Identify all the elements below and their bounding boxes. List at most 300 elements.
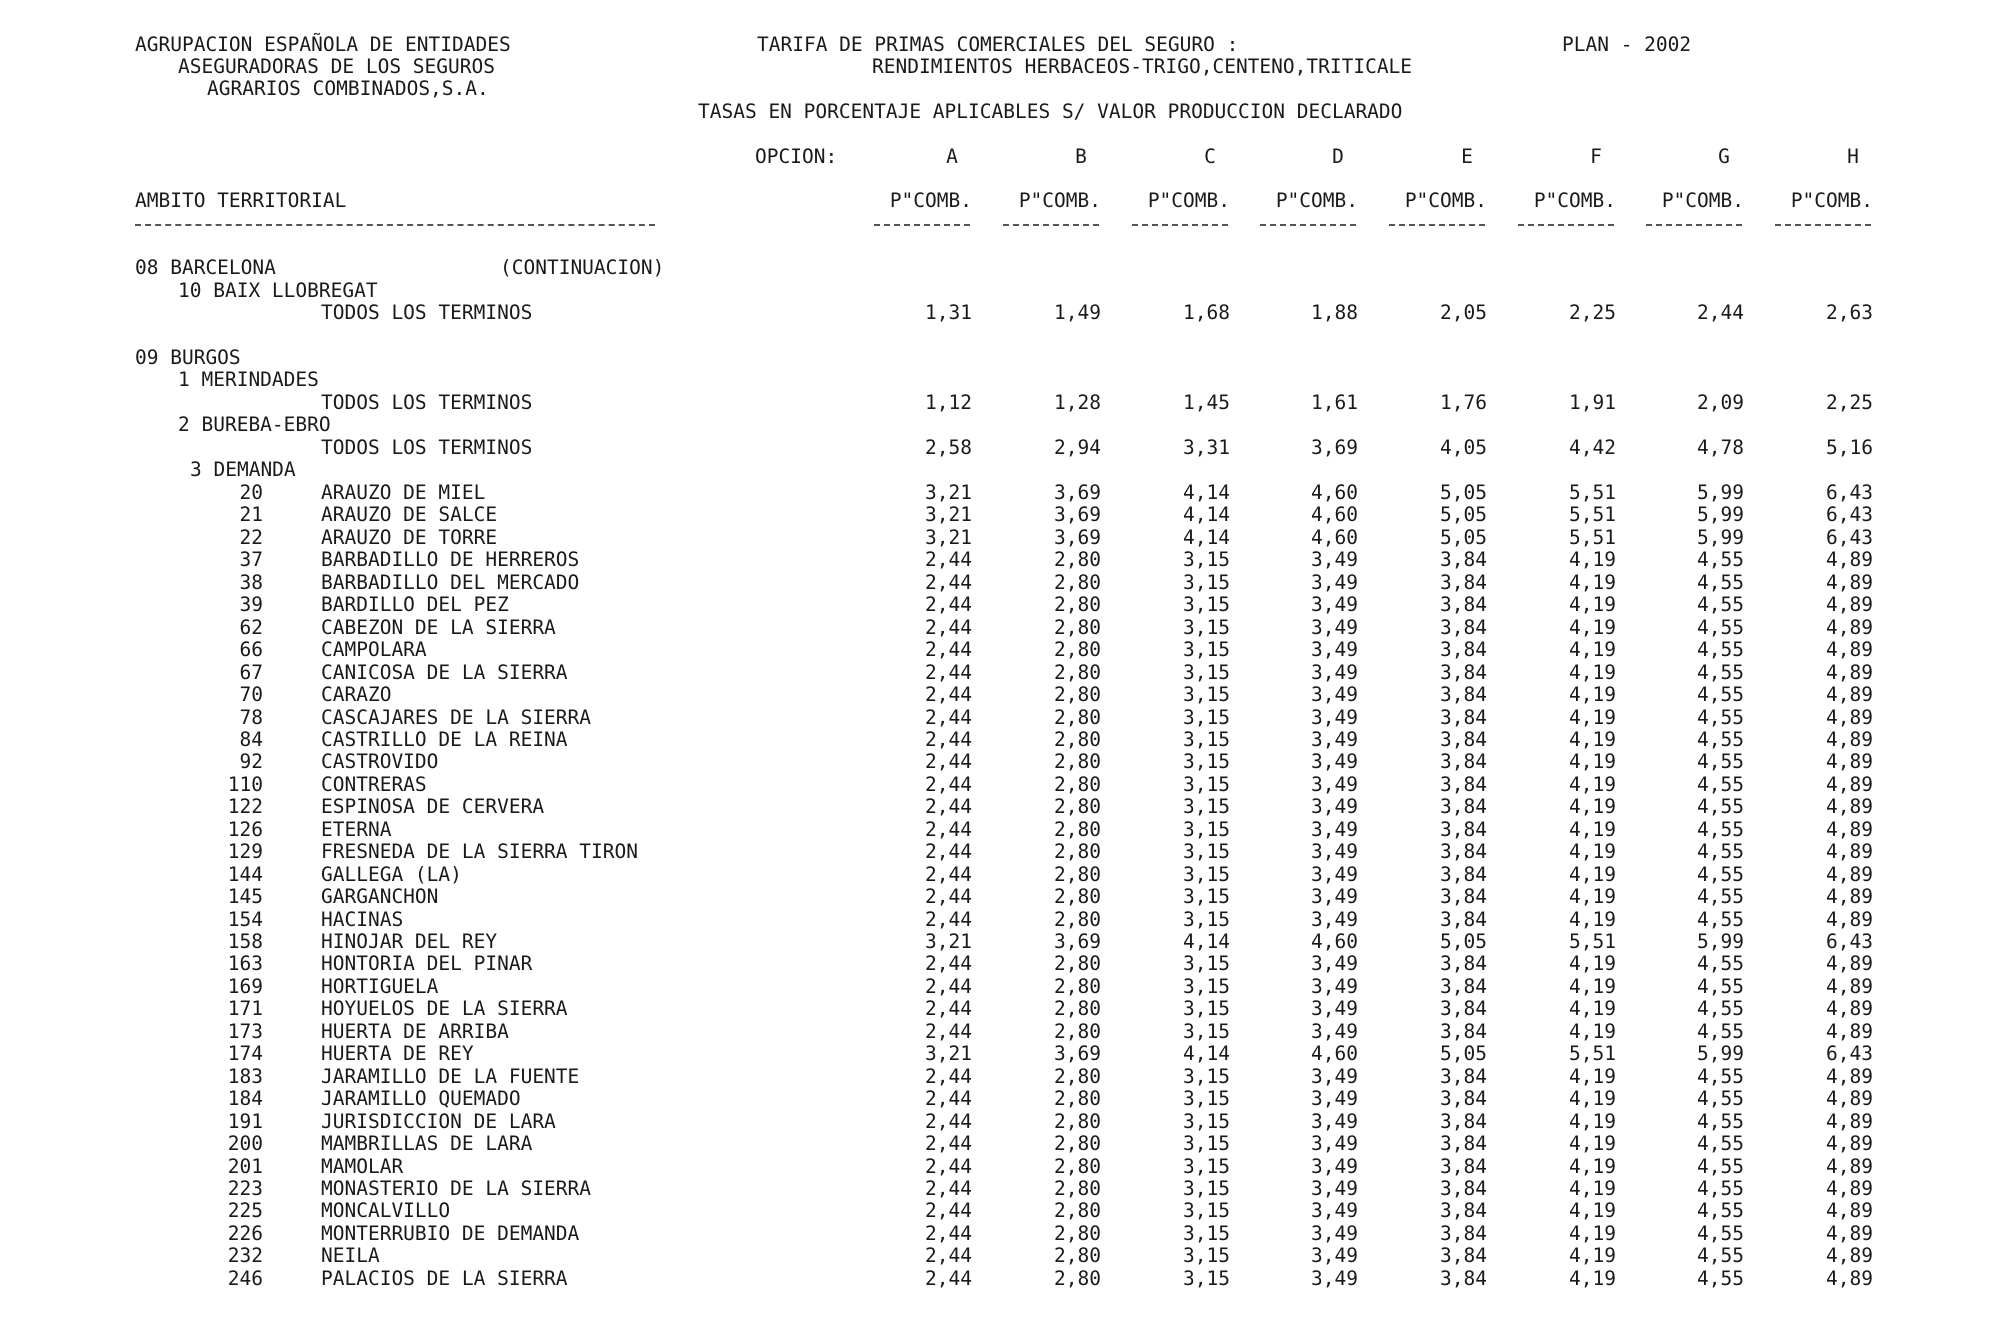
rate-cell-g: 4,55 [1697,975,1744,998]
municipality-name: CASCAJARES DE LA SIERRA [321,706,592,729]
municipality-code: 173 [227,1020,263,1043]
municipality-code: 200 [227,1132,263,1155]
rate-cell-b: 2,80 [1054,1244,1101,1267]
rate-cell-a: 2,44 [925,952,972,975]
rate-cell-d: 3,49 [1311,997,1358,1020]
rate-cell-f: 4,19 [1569,997,1616,1020]
rate-cell-e: 3,84 [1440,1244,1487,1267]
rate-cell-g: 4,55 [1697,863,1744,886]
option-c: C [1204,145,1216,168]
rate-cell-f: 4,19 [1569,571,1616,594]
rate-cell-e: 3,84 [1440,706,1487,729]
continuation-note: (CONTINUACION) [500,256,665,279]
rate-cell-e: 3,84 [1440,840,1487,863]
rate-cell-a: 2,44 [925,1267,972,1290]
municipality-code: 171 [227,997,263,1020]
rate-cell-g: 4,55 [1697,997,1744,1020]
header-divider [135,224,655,226]
rate-cell-a: 3,21 [925,526,972,549]
rate-cell-c: 3,15 [1183,1155,1230,1178]
rate-cell-b: 2,80 [1054,1132,1101,1155]
rate-cell-h: 4,89 [1826,750,1873,773]
municipality-name: BARBADILLO DE HERREROS [321,548,580,571]
rate-cell-h: 4,89 [1826,885,1873,908]
rate-cell-e: 5,05 [1440,930,1487,953]
rate-cell-g: 4,55 [1697,1020,1744,1043]
rate-cell-h: 6,43 [1826,1042,1873,1065]
rate-cell-b: 2,80 [1054,1065,1101,1088]
rate-cell-c: 1,45 [1183,391,1230,414]
municipality-name: HINOJAR DEL REY [321,930,498,953]
rate-cell-c: 3,15 [1183,1244,1230,1267]
rate-cell-g: 5,99 [1697,503,1744,526]
comarca-baix-llobregat: 10 BAIX LLOBREGAT [178,279,378,302]
rate-cell-e: 3,84 [1440,638,1487,661]
municipality-code: 67 [239,661,263,684]
rate-cell-b: 2,80 [1054,908,1101,931]
rate-cell-f: 4,19 [1569,1087,1616,1110]
comarca-demanda: 3 DEMANDA [190,458,296,481]
municipality-name: FRESNEDA DE LA SIERRA TIRON [321,840,638,863]
rate-cell-a: 2,44 [925,1244,972,1267]
rate-cell-d: 4,60 [1311,1042,1358,1065]
rate-cell-h: 4,89 [1826,773,1873,796]
municipality-code: 84 [239,728,263,751]
rate-cell-d: 3,49 [1311,616,1358,639]
municipality-name: ARAUZO DE TORRE [321,526,498,549]
rate-cell-a: 2,44 [925,750,972,773]
rate-cell-d: 3,49 [1311,593,1358,616]
municipality-name: CARAZO [321,683,392,706]
municipality-code: 62 [239,616,263,639]
municipality-name: HONTORIA DEL PINAR [321,952,533,975]
rate-cell-f: 5,51 [1569,1042,1616,1065]
rate-cell-d: 3,49 [1311,571,1358,594]
rate-cell-b: 2,80 [1054,728,1101,751]
rate-cell-a: 2,44 [925,975,972,998]
rate-cell-d: 3,49 [1311,683,1358,706]
province-burgos: 09 BURGOS [135,346,241,369]
plan-year: PLAN - 2002 [1562,33,1692,56]
rate-cell-b: 2,80 [1054,661,1101,684]
rate-cell-d: 1,88 [1311,301,1358,324]
rate-cell-e: 2,05 [1440,301,1487,324]
rate-cell-e: 3,84 [1440,1155,1487,1178]
rate-cell-d: 1,61 [1311,391,1358,414]
rate-cell-e: 3,84 [1440,1222,1487,1245]
rate-cell-d: 4,60 [1311,930,1358,953]
municipality-name: HOYUELOS DE LA SIERRA [321,997,568,1020]
municipality-name: CASTROVIDO [321,750,439,773]
rate-cell-e: 3,84 [1440,1132,1487,1155]
rate-cell-c: 3,15 [1183,952,1230,975]
rate-cell-d: 3,49 [1311,706,1358,729]
rate-cell-e: 3,84 [1440,661,1487,684]
rate-cell-g: 4,55 [1697,728,1744,751]
rate-cell-f: 2,25 [1569,301,1616,324]
rate-cell-c: 3,15 [1183,593,1230,616]
municipality-name: BARBADILLO DEL MERCADO [321,571,580,594]
rate-cell-f: 4,19 [1569,1199,1616,1222]
rate-cell-a: 2,44 [925,863,972,886]
rate-cell-c: 3,15 [1183,683,1230,706]
municipality-name: ARAUZO DE SALCE [321,503,498,526]
rate-cell-g: 4,55 [1697,683,1744,706]
rate-cell-e: 3,84 [1440,773,1487,796]
rate-cell-g: 4,55 [1697,840,1744,863]
rate-cell-h: 4,89 [1826,1087,1873,1110]
option-h: H [1847,145,1859,168]
rate-cell-a: 2,44 [925,1132,972,1155]
rate-cell-h: 4,89 [1826,1065,1873,1088]
rate-cell-e: 4,05 [1440,436,1487,459]
rate-cell-g: 4,55 [1697,952,1744,975]
rate-cell-f: 4,19 [1569,795,1616,818]
rate-cell-h: 4,89 [1826,997,1873,1020]
rate-cell-a: 2,44 [925,840,972,863]
rate-cell-c: 3,15 [1183,616,1230,639]
rate-cell-a: 3,21 [925,503,972,526]
municipality-name: MAMOLAR [321,1155,404,1178]
rate-cell-g: 5,99 [1697,526,1744,549]
rate-cell-f: 4,19 [1569,773,1616,796]
rate-cell-c: 3,15 [1183,997,1230,1020]
ambito-territorial-label: AMBITO TERRITORIAL [135,189,347,212]
rate-cell-g: 4,55 [1697,1244,1744,1267]
rate-cell-a: 2,44 [925,1020,972,1043]
rate-cell-e: 3,84 [1440,1065,1487,1088]
rate-cell-d: 3,49 [1311,750,1358,773]
column-divider [1260,224,1356,226]
rate-cell-g: 5,99 [1697,1042,1744,1065]
municipality-name: MONCALVILLO [321,1199,451,1222]
municipality-code: 21 [239,503,263,526]
column-header-g: P"COMB. [1661,189,1744,212]
rate-cell-b: 2,80 [1054,885,1101,908]
rate-cell-h: 4,89 [1826,1155,1873,1178]
rate-cell-g: 4,78 [1697,436,1744,459]
rate-cell-d: 3,49 [1311,1065,1358,1088]
rate-cell-c: 3,31 [1183,436,1230,459]
rate-cell-f: 4,19 [1569,1065,1616,1088]
rate-cell-b: 2,80 [1054,593,1101,616]
rate-cell-d: 3,49 [1311,548,1358,571]
rate-cell-h: 5,16 [1826,436,1873,459]
rate-cell-h: 4,89 [1826,1199,1873,1222]
municipality-code: 226 [227,1222,263,1245]
rate-cell-h: 6,43 [1826,481,1873,504]
rate-cell-a: 2,44 [925,908,972,931]
rate-cell-b: 2,80 [1054,952,1101,975]
rate-cell-c: 3,15 [1183,975,1230,998]
rate-cell-d: 3,49 [1311,1267,1358,1290]
rate-cell-a: 2,44 [925,1222,972,1245]
rate-cell-g: 4,55 [1697,773,1744,796]
rate-cell-c: 3,15 [1183,863,1230,886]
municipality-name: PALACIOS DE LA SIERRA [321,1267,568,1290]
option-label: OPCION: [755,145,838,168]
rate-cell-f: 4,19 [1569,706,1616,729]
rate-cell-c: 4,14 [1183,503,1230,526]
document-title: TARIFA DE PRIMAS COMERCIALES DEL SEGURO : [757,33,1239,56]
rate-cell-e: 3,84 [1440,616,1487,639]
rate-cell-h: 4,89 [1826,840,1873,863]
municipality-name: CONTRERAS [321,773,427,796]
rate-cell-d: 3,49 [1311,728,1358,751]
rate-cell-b: 3,69 [1054,503,1101,526]
rate-cell-h: 4,89 [1826,706,1873,729]
rate-cell-e: 3,84 [1440,1267,1487,1290]
rate-cell-e: 3,84 [1440,818,1487,841]
rate-cell-d: 3,49 [1311,818,1358,841]
rate-cell-f: 4,19 [1569,1155,1616,1178]
rate-cell-b: 2,80 [1054,1110,1101,1133]
column-header-d: P"COMB. [1275,189,1358,212]
rate-cell-b: 3,69 [1054,930,1101,953]
rate-cell-d: 3,49 [1311,638,1358,661]
row-label: TODOS LOS TERMINOS [321,391,533,414]
municipality-name: CABEZON DE LA SIERRA [321,616,556,639]
municipality-code: 191 [227,1110,263,1133]
rate-cell-e: 3,84 [1440,975,1487,998]
rate-cell-c: 3,15 [1183,661,1230,684]
rate-cell-e: 3,84 [1440,728,1487,751]
rate-cell-g: 4,55 [1697,795,1744,818]
rate-cell-e: 3,84 [1440,1020,1487,1043]
rate-cell-a: 2,44 [925,571,972,594]
municipality-name: CANICOSA DE LA SIERRA [321,661,568,684]
rate-cell-f: 4,19 [1569,885,1616,908]
rate-cell-b: 2,80 [1054,863,1101,886]
rate-cell-e: 5,05 [1440,503,1487,526]
municipality-name: GARGANCHON [321,885,439,908]
rate-cell-d: 3,49 [1311,1199,1358,1222]
rate-cell-c: 3,15 [1183,795,1230,818]
column-divider [1003,224,1099,226]
rate-cell-f: 4,19 [1569,728,1616,751]
rate-cell-h: 4,89 [1826,908,1873,931]
rate-cell-a: 1,12 [925,391,972,414]
rate-cell-a: 2,44 [925,706,972,729]
rate-cell-h: 4,89 [1826,728,1873,751]
rate-cell-h: 6,43 [1826,503,1873,526]
rate-cell-d: 3,49 [1311,952,1358,975]
column-divider [1646,224,1742,226]
rate-cell-f: 4,19 [1569,683,1616,706]
rate-cell-g: 4,55 [1697,1132,1744,1155]
rate-cell-d: 4,60 [1311,526,1358,549]
rate-cell-e: 3,84 [1440,795,1487,818]
rate-cell-g: 4,55 [1697,1177,1744,1200]
rate-cell-f: 4,19 [1569,975,1616,998]
column-header-f: P"COMB. [1533,189,1616,212]
rate-cell-h: 4,89 [1826,1110,1873,1133]
rate-cell-e: 5,05 [1440,1042,1487,1065]
rate-cell-a: 2,44 [925,885,972,908]
rate-cell-e: 3,84 [1440,908,1487,931]
rate-cell-a: 2,44 [925,728,972,751]
rate-cell-e: 5,05 [1440,526,1487,549]
rate-cell-g: 4,55 [1697,1065,1744,1088]
column-divider [1389,224,1485,226]
municipality-name: JARAMILLO DE LA FUENTE [321,1065,580,1088]
rate-cell-a: 2,44 [925,593,972,616]
column-header-e: P"COMB. [1404,189,1487,212]
org-name-line3: AGRARIOS COMBINADOS,S.A. [207,77,489,100]
column-header-c: P"COMB. [1147,189,1230,212]
rate-cell-b: 3,69 [1054,526,1101,549]
rate-cell-f: 4,19 [1569,908,1616,931]
municipality-name: HUERTA DE REY [321,1042,474,1065]
rate-cell-e: 3,84 [1440,750,1487,773]
rate-cell-e: 3,84 [1440,863,1487,886]
municipality-name: MONTERRUBIO DE DEMANDA [321,1222,580,1245]
rate-cell-b: 2,80 [1054,750,1101,773]
rate-cell-a: 2,44 [925,683,972,706]
option-b: B [1075,145,1087,168]
rate-cell-e: 3,84 [1440,548,1487,571]
municipality-code: 246 [227,1267,263,1290]
rate-cell-c: 4,14 [1183,1042,1230,1065]
rate-cell-g: 4,55 [1697,1222,1744,1245]
rate-cell-b: 2,80 [1054,1155,1101,1178]
rate-cell-d: 3,49 [1311,1222,1358,1245]
rate-cell-e: 3,84 [1440,1087,1487,1110]
rate-cell-c: 3,15 [1183,1177,1230,1200]
rate-cell-b: 1,49 [1054,301,1101,324]
rate-cell-g: 4,55 [1697,1155,1744,1178]
column-header-b: P"COMB. [1018,189,1101,212]
municipality-name: JARAMILLO QUEMADO [321,1087,521,1110]
rate-cell-e: 3,84 [1440,1199,1487,1222]
option-a: A [946,145,958,168]
municipality-name: ESPINOSA DE CERVERA [321,795,545,818]
rate-cell-b: 2,80 [1054,638,1101,661]
rate-cell-h: 4,89 [1826,683,1873,706]
rate-cell-h: 4,89 [1826,1222,1873,1245]
municipality-code: 78 [239,706,263,729]
rate-cell-f: 5,51 [1569,526,1616,549]
org-name-line2: ASEGURADORAS DE LOS SEGUROS [178,55,495,78]
rate-cell-f: 4,19 [1569,638,1616,661]
municipality-code: 225 [227,1199,263,1222]
rate-cell-e: 3,84 [1440,571,1487,594]
rate-cell-d: 3,49 [1311,773,1358,796]
rate-cell-e: 1,76 [1440,391,1487,414]
municipality-name: GALLEGA (LA) [321,863,462,886]
document-title-line2: RENDIMIENTOS HERBACEOS-TRIGO,CENTENO,TRITICALE [872,55,1413,78]
rate-cell-e: 3,84 [1440,952,1487,975]
rate-cell-g: 4,55 [1697,1087,1744,1110]
rate-cell-h: 4,89 [1826,952,1873,975]
rate-cell-g: 5,99 [1697,481,1744,504]
rate-cell-f: 4,19 [1569,593,1616,616]
municipality-code: 39 [239,593,263,616]
rate-cell-h: 4,89 [1826,975,1873,998]
rate-cell-f: 4,19 [1569,1267,1616,1290]
rate-cell-h: 4,89 [1826,1244,1873,1267]
rate-cell-f: 4,19 [1569,952,1616,975]
municipality-name: ARAUZO DE MIEL [321,481,486,504]
rate-cell-f: 4,19 [1569,1110,1616,1133]
rate-cell-f: 4,19 [1569,840,1616,863]
rate-cell-a: 2,44 [925,548,972,571]
rate-cell-b: 2,80 [1054,616,1101,639]
rate-cell-a: 1,31 [925,301,972,324]
rate-cell-h: 4,89 [1826,616,1873,639]
rate-cell-g: 5,99 [1697,930,1744,953]
municipality-code: 22 [239,526,263,549]
municipality-code: 92 [239,750,263,773]
rate-cell-b: 2,80 [1054,683,1101,706]
rate-cell-c: 3,15 [1183,548,1230,571]
rate-cell-d: 4,60 [1311,481,1358,504]
municipality-name: BARDILLO DEL PEZ [321,593,509,616]
rate-cell-f: 5,51 [1569,503,1616,526]
rate-cell-c: 3,15 [1183,885,1230,908]
column-divider [1518,224,1614,226]
municipality-code: 126 [227,818,263,841]
rate-cell-f: 4,42 [1569,436,1616,459]
municipality-code: 122 [227,795,263,818]
rate-cell-b: 2,80 [1054,548,1101,571]
municipality-code: 70 [239,683,263,706]
rate-cell-h: 4,89 [1826,548,1873,571]
municipality-code: 163 [227,952,263,975]
rate-cell-f: 4,19 [1569,1020,1616,1043]
rate-cell-d: 3,49 [1311,1155,1358,1178]
option-d: D [1332,145,1344,168]
rate-cell-c: 3,15 [1183,1087,1230,1110]
rate-cell-d: 3,49 [1311,840,1358,863]
rate-cell-c: 3,15 [1183,1222,1230,1245]
rate-cell-h: 4,89 [1826,1132,1873,1155]
option-e: E [1461,145,1473,168]
rate-cell-c: 3,15 [1183,1267,1230,1290]
rate-cell-a: 3,21 [925,1042,972,1065]
column-divider [1775,224,1871,226]
municipality-code: 145 [227,885,263,908]
rate-cell-d: 3,69 [1311,436,1358,459]
rate-cell-h: 4,89 [1826,661,1873,684]
rate-cell-f: 4,19 [1569,616,1616,639]
rate-cell-h: 4,89 [1826,571,1873,594]
rate-cell-a: 2,44 [925,638,972,661]
rate-cell-d: 3,49 [1311,863,1358,886]
rate-cell-a: 2,44 [925,1110,972,1133]
rate-cell-a: 2,44 [925,1199,972,1222]
municipality-code: 37 [239,548,263,571]
rate-cell-f: 4,19 [1569,661,1616,684]
rate-cell-c: 3,15 [1183,908,1230,931]
rate-cell-f: 4,19 [1569,1132,1616,1155]
rate-cell-h: 4,89 [1826,818,1873,841]
municipality-name: JURISDICCION DE LARA [321,1110,556,1133]
municipality-code: 154 [227,908,263,931]
rate-cell-e: 3,84 [1440,1177,1487,1200]
rate-cell-b: 2,80 [1054,1087,1101,1110]
option-g: G [1718,145,1730,168]
rate-cell-a: 2,44 [925,1155,972,1178]
rate-cell-d: 3,49 [1311,908,1358,931]
rate-cell-d: 3,49 [1311,1110,1358,1133]
rate-cell-a: 2,44 [925,773,972,796]
column-divider [1132,224,1228,226]
rate-cell-h: 6,43 [1826,526,1873,549]
rate-cell-g: 4,55 [1697,706,1744,729]
rate-cell-c: 3,15 [1183,706,1230,729]
rate-cell-c: 3,15 [1183,840,1230,863]
